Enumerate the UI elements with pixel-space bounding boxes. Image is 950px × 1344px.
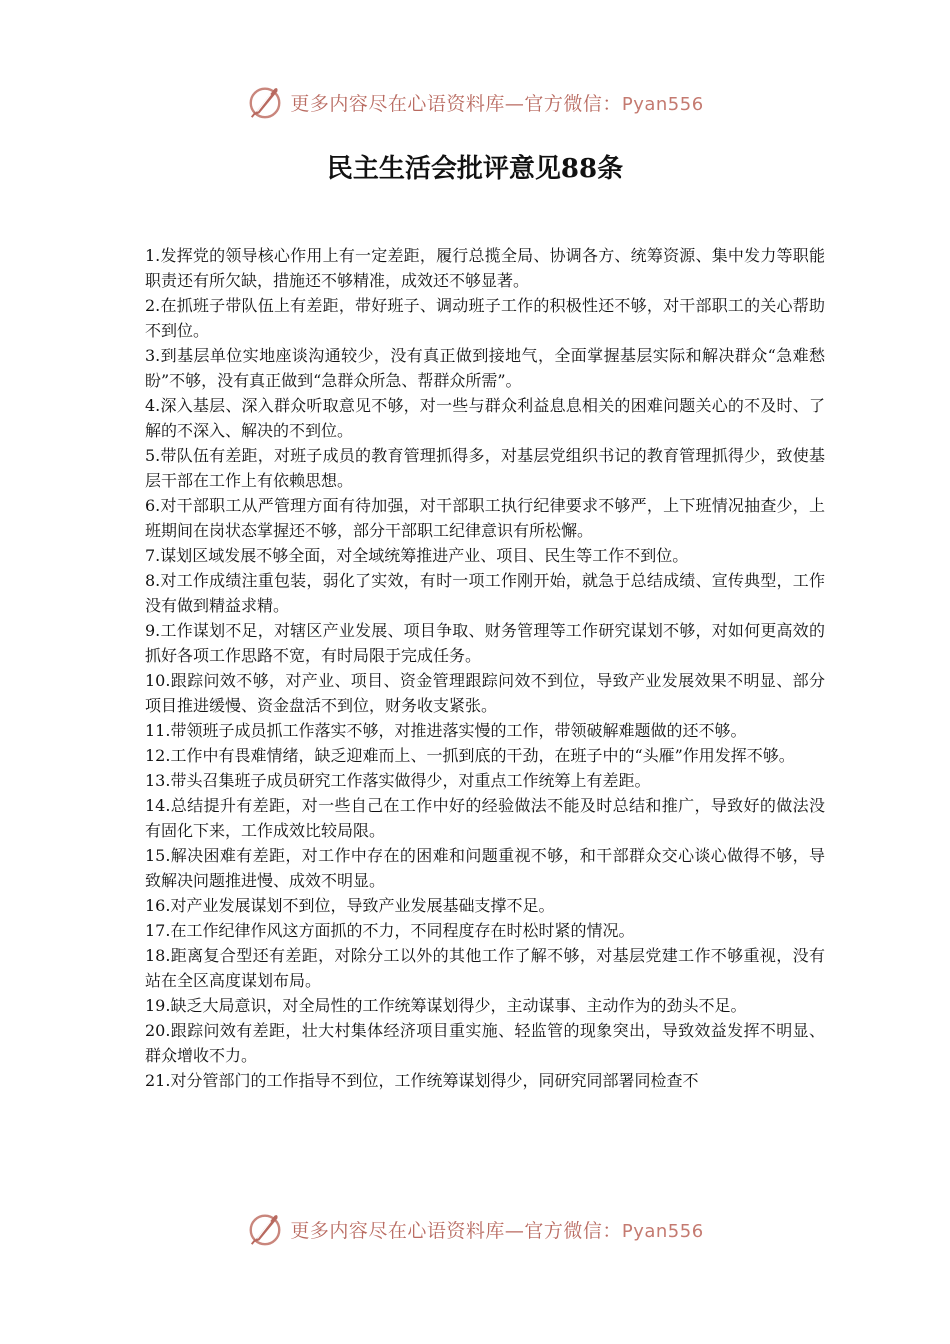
- critique-item: 11.带领班子成员抓工作落实不够，对推进落实慢的工作，带领破解难题做的还不够。: [145, 721, 747, 740]
- critique-item: 15.解决困难有差距，对工作中存在的困难和问题重视不够，和干部群众交心谈心做得不够，导致解决问题推进慢、成效不明显。: [145, 846, 825, 890]
- wechat-id: Pyan556: [621, 93, 704, 115]
- critique-item: 17.在工作纪律作风这方面抓的不力，不同程度存在时松时紧的情况。: [145, 921, 635, 940]
- critique-item: 4.深入基层、深入群众听取意见不够，对一些与群众利益息息相关的困难问题关心的不及时、了解的不深入、解决的不到位。: [145, 396, 825, 440]
- critique-item: 6.对干部职工从严管理方面有待加强，对干部职工执行纪律要求不够严，上下班情况抽查少，上班期间在岗状态掌握还不够，部分干部职工纪律意识有所松懈。: [145, 496, 825, 540]
- watermark-inner: [246, 1210, 703, 1248]
- document-body: [145, 243, 825, 1193]
- wechat-id: Pyan556: [621, 1220, 704, 1242]
- watermark-inner: [246, 83, 703, 121]
- critique-item: 2.在抓班子带队伍上有差距，带好班子、调动班子工作的积极性还不够，对干部职工的关心帮助不到位。: [145, 296, 825, 340]
- watermark-text: 更多内容尽在心语资料库—官方微信：Pyan556: [290, 1219, 704, 1242]
- critique-item: 1.发挥党的领导核心作用上有一定差距，履行总揽全局、协调各方、统筹资源、集中发力等职能职责还有所欠缺，措施还不够精准，成效还不够显著。: [145, 246, 825, 290]
- critique-item: 21.对分管部门的工作指导不到位，工作统筹谋划得少，同研究同部署同检查不: [145, 1071, 699, 1090]
- critique-item: 19.缺乏大局意识，对全局性的工作统筹谋划得少，主动谋事、主动作为的劲头不足。: [145, 996, 747, 1015]
- document-title: 民主生活会批评意见88条: [326, 154, 624, 184]
- watermark-banner-top: [0, 82, 950, 122]
- critique-item: 3.到基层单位实地座谈沟通较少，没有真正做到接地气，全面掌握基层实际和解决群众“急难愁盼”不够，没有真正做到“急群众所急、帮群众所需”。: [145, 346, 825, 390]
- critique-item: 7.谋划区域发展不够全面，对全域统筹推进产业、项目、民生等工作不到位。: [145, 546, 689, 565]
- critique-item: 14.总结提升有差距，对一些自己在工作中好的经验做法不能及时总结和推广，导致好的做法没有固化下来，工作成效比较局限。: [145, 796, 825, 840]
- critique-item: 8.对工作成绩注重包装，弱化了实效，有时一项工作刚开始，就急于总结成绩、宣传典型，工作没有做到精益求精。: [145, 571, 825, 615]
- critique-item: 20.跟踪问效有差距，壮大村集体经济项目重实施、轻监管的现象突出，导致效益发挥不明显、群众增收不力。: [145, 1021, 825, 1065]
- quill-logo-icon: [246, 83, 284, 121]
- critique-item: 12.工作中有畏难情绪，缺乏迎难而上、一抓到底的干劲，在班子中的“头雁”作用发挥不够。: [145, 746, 795, 765]
- watermark-banner-bottom: [0, 1209, 950, 1249]
- critique-item: 13.带头召集班子成员研究工作落实做得少，对重点工作统筹上有差距。: [145, 771, 651, 790]
- critique-item: 9.工作谋划不足，对辖区产业发展、项目争取、财务管理等工作研究谋划不够，对如何更高效的抓好各项工作思路不宽，有时局限于完成任务。: [145, 621, 825, 665]
- critique-item: 16.对产业发展谋划不到位，导致产业发展基础支撑不足。: [145, 896, 555, 915]
- critique-item: 5.带队伍有差距，对班子成员的教育管理抓得多，对基层党组织书记的教育管理抓得少，致使基层干部在工作上有依赖思想。: [145, 446, 825, 490]
- watermark-text: 更多内容尽在心语资料库—官方微信：Pyan556: [290, 92, 704, 115]
- quill-logo-icon: [246, 1210, 284, 1248]
- critique-item: 10.跟踪问效不够，对产业、项目、资金管理跟踪问效不到位，导致产业发展效果不明显、部分项目推进缓慢、资金盘活不到位，财务收支紧张。: [145, 671, 825, 715]
- critique-item: 18.距离复合型还有差距，对除分工以外的其他工作了解不够，对基层党建工作不够重视，没有站在全区高度谋划布局。: [145, 946, 825, 990]
